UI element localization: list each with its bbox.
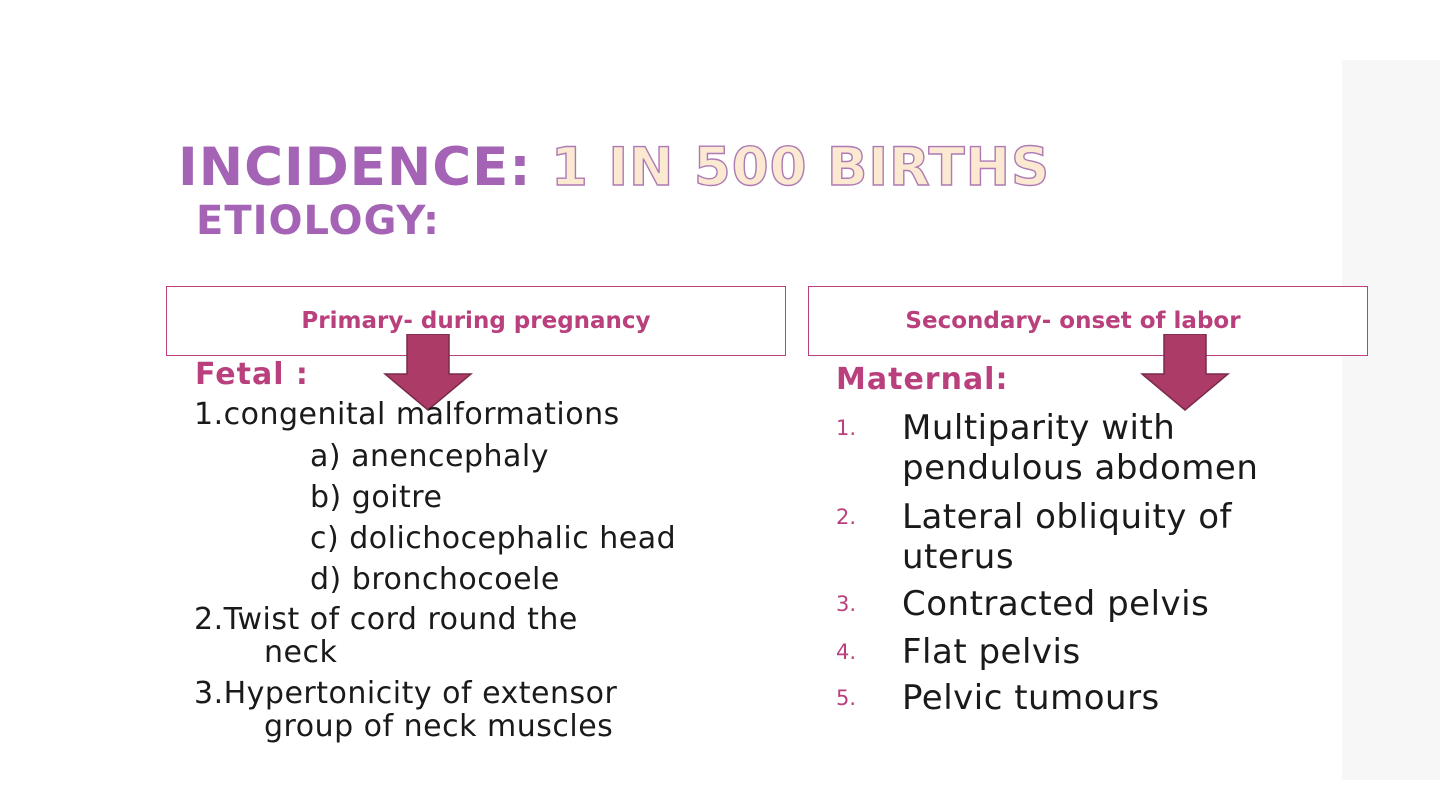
slide-title <box>178 138 1050 198</box>
list-number: 4. <box>836 640 857 664</box>
secondary-box <box>808 286 1368 356</box>
primary-box <box>166 286 786 356</box>
maternal-list-item <box>836 497 1336 577</box>
right-edge-panel <box>1342 60 1440 780</box>
list-number: 3. <box>836 592 857 616</box>
etiology-heading: ETIOLOGY: <box>196 198 440 244</box>
fetal-line: 1.congenital malformations <box>194 397 620 432</box>
list-number: 1. <box>836 416 857 440</box>
fetal-line: a) anencephaly <box>310 439 549 474</box>
fetal-line: c) dolichocephalic head <box>310 521 677 556</box>
incidence-value: 1 IN 500 BIRTHS <box>551 137 1051 198</box>
secondary-box-label: Secondary- onset of labor <box>905 308 1241 334</box>
fetal-line: d) bronchocoele <box>310 562 560 597</box>
list-number: 2. <box>836 505 857 529</box>
incidence-label: INCIDENCE: <box>178 137 532 198</box>
maternal-heading: Maternal: <box>836 362 1009 397</box>
fetal-line: 3.Hypertonicity of extensor <box>194 676 618 711</box>
list-number: 5. <box>836 686 857 710</box>
maternal-list-item <box>836 632 1336 672</box>
fetal-line: b) goitre <box>310 480 443 515</box>
fetal-heading: Fetal : <box>195 357 309 392</box>
list-text: Flat pelvis <box>902 632 1081 672</box>
fetal-line: group of neck muscles <box>264 709 614 744</box>
maternal-list-item <box>836 584 1336 624</box>
list-text: Contracted pelvis <box>902 584 1210 624</box>
maternal-list-item <box>836 408 1336 488</box>
maternal-list-item <box>836 678 1336 718</box>
down-arrow-icon <box>1140 334 1230 412</box>
fetal-line: neck <box>264 635 338 670</box>
list-text: Pelvic tumours <box>902 678 1160 718</box>
fetal-line: 2.Twist of cord round the <box>194 602 578 637</box>
list-text: Lateral obliquity of uterus <box>902 497 1232 577</box>
list-text: Multiparity with pendulous abdomen <box>902 408 1259 488</box>
primary-box-label: Primary- during pregnancy <box>301 308 651 334</box>
